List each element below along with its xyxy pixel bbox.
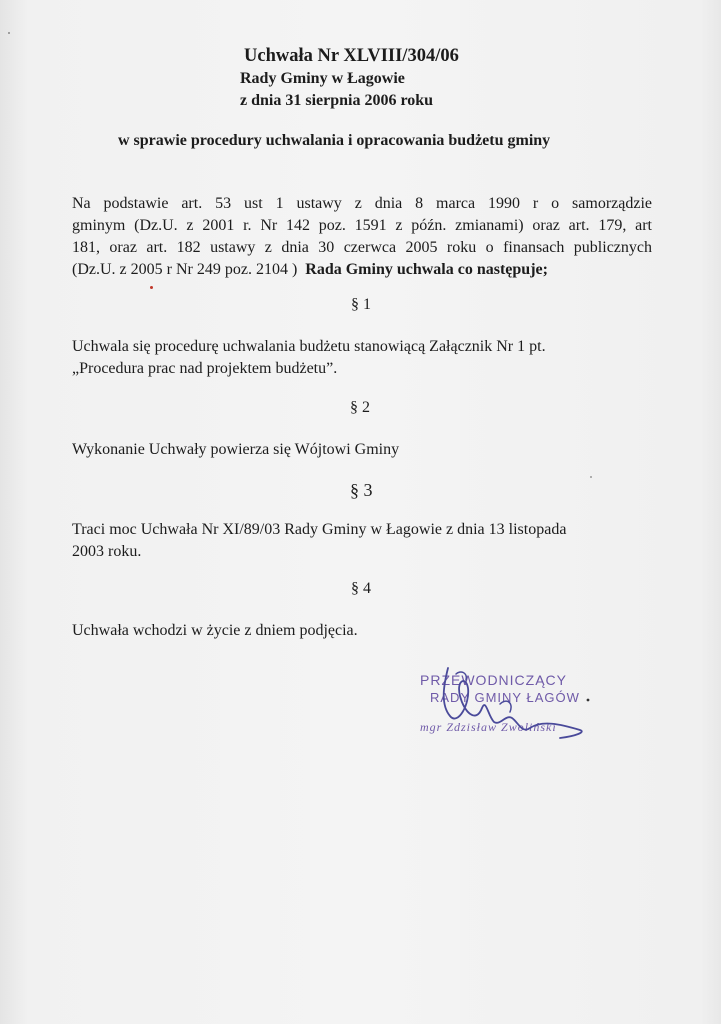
preamble-line: gminym (Dz.U. z 2001 r. Nr 142 poz. 1591 z późn. zmianami) oraz art. 179, art xyxy=(72,217,652,234)
section-symbol-1: § 1 xyxy=(351,296,371,313)
section-2-text xyxy=(72,439,652,461)
scan-speck xyxy=(150,286,153,289)
section-symbol-3: § 3 xyxy=(350,480,373,500)
resolution-subject: w sprawie procedury uchwalania i opracowania budżetu gminy xyxy=(118,132,551,149)
preamble-paragraph xyxy=(72,193,652,281)
section-1-text xyxy=(72,336,652,380)
stamp-council: RADY GMINY ŁAGÓW xyxy=(430,690,580,705)
section-text-line: Uchwała wchodzi w życie z dniem podjęcia. xyxy=(72,622,358,639)
scan-speck xyxy=(8,32,10,34)
section-symbol-2: § 2 xyxy=(350,399,370,416)
resolution-title: Uchwała Nr XLVIII/304/06 xyxy=(244,46,459,66)
section-text-line: Wykonanie Uchwały powierza się Wójtowi Gminy xyxy=(72,441,400,458)
preamble-enactment: Rada Gminy uchwala co następuje; xyxy=(305,261,548,278)
preamble-line: Na podstawie art. 53 ust 1 ustawy z dnia 8 marca 1990 r o samorządzie xyxy=(72,195,652,212)
section-text-line: „Procedura prac nad projektem budżetu”. xyxy=(72,360,338,377)
preamble-line xyxy=(72,259,652,281)
handwritten-signature xyxy=(410,664,610,754)
section-text-line: Uchwala się procedurę uchwalania budżetu stanowiącą Załącznik Nr 1 pt. xyxy=(72,338,546,355)
section-3-text xyxy=(72,519,652,563)
section-4-text xyxy=(72,620,652,642)
preamble-citation: (Dz.U. z 2005 r Nr 249 poz. 2104 ) xyxy=(72,261,298,278)
scan-speck xyxy=(590,476,592,478)
preamble-line: 181, oraz art. 182 ustawy z dnia 30 czerwca 2005 roku o finansach publicznych xyxy=(72,239,652,256)
chairman-stamp xyxy=(410,664,610,754)
resolution-date: z dnia 31 sierpnia 2006 roku xyxy=(240,92,434,109)
stamp-name: mgr Zdzisław Zwoliński xyxy=(420,720,557,734)
council-name: Rady Gminy w Łagowie xyxy=(240,70,405,87)
section-text-line: Traci moc Uchwała Nr XI/89/03 Rady Gminy w Łagowie z dnia 13 listopada xyxy=(72,521,567,538)
stamp-title: PRZEWODNICZĄCY xyxy=(420,672,567,688)
section-symbol-4: § 4 xyxy=(351,580,371,597)
section-text-line: 2003 roku. xyxy=(72,543,142,560)
